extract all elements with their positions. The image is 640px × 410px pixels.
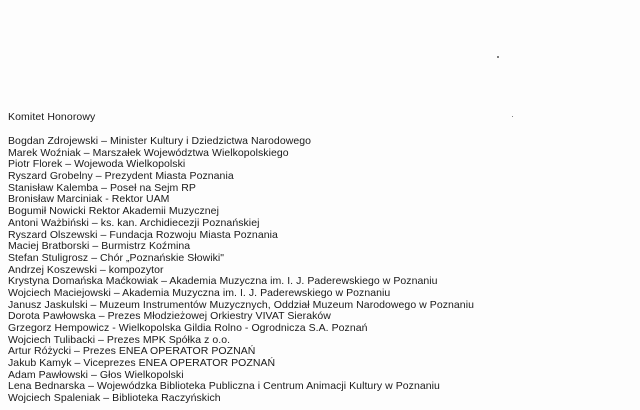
list-item: Ryszard Olszewski – Fundacja Rozwoju Miasta Poznania xyxy=(8,228,278,241)
list-item: Stefan Stuligrosz – Chór „Poznańskie Słowiki" xyxy=(8,251,225,264)
list-item: Janusz Jaskulski – Muzeum Instrumentów Muzycznych, Oddział Muzeum Narodowego w Poznaniu xyxy=(8,298,474,311)
list-item: Ryszard Grobelny – Prezydent Miasta Poznania xyxy=(8,170,234,183)
list-item: Jakub Kamyk – Viceprezes ENEA OPERATOR POZNAŃ xyxy=(8,357,276,370)
list-item: Lena Bednarska – Wojewódzka Biblioteka Publiczna i Centrum Animacji Kultury w Poznaniu xyxy=(8,380,440,393)
scan-speck xyxy=(512,116,513,117)
list-item: Bronisław Marciniak - Rektor UAM xyxy=(8,193,170,206)
list-item: Maciej Bratborski – Burmistrz Koźmina xyxy=(8,240,191,253)
list-item: Grzegorz Hempowicz - Wielkopolska Gildia Rolno - Ogrodnicza S.A. Poznań xyxy=(8,322,368,334)
committee-heading: Komitet Honorowy xyxy=(8,111,96,123)
list-item: Dorota Pawłowska – Prezes Młodzieżowej Orkiestry VIVAT Sieraków xyxy=(8,310,331,323)
list-item: Wojciech Maciejowski – Akademia Muzyczna im. I. J. Paderewskiego w Poznaniu xyxy=(8,286,391,299)
list-item: Stanisław Kalemba – Poseł na Sejm RP xyxy=(8,181,196,194)
list-item: Artur Różycki – Prezes ENEA OPERATOR POZNAŃ xyxy=(8,345,256,358)
list-item: Wojciech Spaleniak – Biblioteka Raczyńskich xyxy=(8,392,221,405)
list-item: Bogdan Zdrojewski – Minister Kultury i Dziedzictwa Narodowego xyxy=(8,135,312,147)
list-item: Antoni Ważbiński – ks. kan. Archidiecezji Poznańskiej xyxy=(8,216,260,229)
list-item: Bogumił Nowicki Rektor Akademii Muzycznej xyxy=(8,205,219,218)
list-item: Marek Woźniak – Marszałek Województwa Wielkopolskiego xyxy=(8,146,289,159)
scan-speck xyxy=(497,56,499,58)
list-item: Wojciech Tulibacki – Prezes MPK Spółka z o.o. xyxy=(8,333,231,346)
list-item: Piotr Florek – Wojewoda Wielkopolski xyxy=(8,158,186,171)
list-item: Andrzej Koszewski – kompozytor xyxy=(8,263,164,276)
list-item: Adam Pawłowski – Głos Wielkopolski xyxy=(8,368,184,381)
member-list xyxy=(8,136,474,405)
list-item: Krystyna Domańska Maćkowiak – Akademia Muzyczna im. I. J. Paderewskiego w Poznaniu xyxy=(8,275,438,288)
